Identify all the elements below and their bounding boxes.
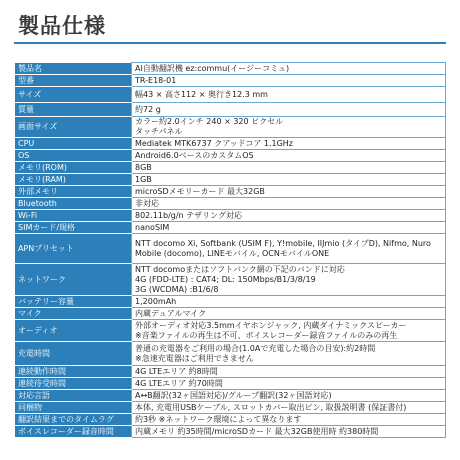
- spec-value-line: 幅43 × 高さ112 × 奥行き12.3 mm: [135, 89, 268, 99]
- spec-label: バッテリー容量: [15, 296, 132, 308]
- spec-value: [132, 63, 446, 75]
- spec-label: ネットワーク: [15, 264, 132, 296]
- spec-label: 外部メモリ: [15, 186, 132, 198]
- spec-value-line: 内蔵デュアルマイク: [135, 308, 207, 318]
- spec-value: [132, 222, 446, 234]
- spec-value-line: 3G (WCDMA) :B1/6/8: [135, 284, 219, 294]
- table-row: [15, 390, 446, 402]
- spec-value-line: 約72 g: [135, 104, 161, 114]
- spec-label: マイク: [15, 308, 132, 320]
- spec-label: 型番: [15, 75, 132, 87]
- table-row: [15, 138, 446, 150]
- spec-value-line: 802.11b/g/n テザリング対応: [135, 210, 242, 220]
- spec-value: [132, 234, 446, 264]
- spec-label: APNプリセット: [15, 234, 132, 264]
- spec-label: CPU: [15, 138, 132, 150]
- table-row: [15, 222, 446, 234]
- spec-value: [132, 402, 446, 414]
- table-row: [15, 264, 446, 296]
- spec-label: 翻訳結果までのタイムラグ: [15, 414, 132, 426]
- table-row: [15, 198, 446, 210]
- table-row: [15, 210, 446, 222]
- spec-value: [132, 342, 446, 366]
- spec-label: 連続動作時間: [15, 366, 132, 378]
- spec-value-line: Android6.0ベースのカスタムOS: [135, 150, 254, 160]
- spec-value-line: AI自動翻訳機 ez:commu(イージーコミュ): [135, 63, 290, 73]
- title-divider: [14, 42, 446, 44]
- spec-value: [132, 75, 446, 87]
- spec-label: メモリ(ROM): [15, 162, 132, 174]
- table-row: [15, 75, 446, 87]
- spec-value-line: nanoSIM: [135, 222, 170, 232]
- spec-value: [132, 103, 446, 117]
- table-row: [15, 162, 446, 174]
- table-row: [15, 186, 446, 198]
- spec-label: 同梱物: [15, 402, 132, 414]
- table-row: [15, 414, 446, 426]
- spec-value-line: ※音楽ファイルの再生は不可、ボイスレコーダー録音ファイルのみの再生: [135, 330, 398, 340]
- spec-value: [132, 414, 446, 426]
- table-row: [15, 103, 446, 117]
- spec-label: Wi-Fi: [15, 210, 132, 222]
- spec-table: [14, 62, 446, 438]
- spec-value: [132, 308, 446, 320]
- spec-label: 充電時間: [15, 342, 132, 366]
- spec-label: 製品名: [15, 63, 132, 75]
- page-title: 製品仕様: [18, 14, 106, 38]
- spec-value: [132, 138, 446, 150]
- spec-value-line: microSDメモリーカード 最大32GB: [135, 186, 265, 196]
- spec-label: ボイスレコーダー録音時間: [15, 426, 132, 438]
- spec-value: [132, 320, 446, 342]
- spec-value: [132, 198, 446, 210]
- spec-value: [132, 117, 446, 138]
- spec-value: [132, 378, 446, 390]
- spec-label: サイズ: [15, 87, 132, 103]
- spec-value: [132, 390, 446, 402]
- table-row: [15, 426, 446, 438]
- spec-value-line: 内蔵メモリ 約35時間/microSDカード 最大32GB使用時 約380時間: [135, 426, 379, 436]
- spec-value: [132, 87, 446, 103]
- table-row: [15, 308, 446, 320]
- spec-value-line: NTT docomo Xi, Softbank (USIM F), Y!mobile, IIJmio (タイプD), Nifmo, Nuro: [135, 238, 431, 248]
- spec-value-line: A↔B翻訳(32ヶ国語対応)/グループ翻訳(32ヶ国語対応): [135, 390, 332, 400]
- table-row: [15, 342, 446, 366]
- spec-label: 連続待受時間: [15, 378, 132, 390]
- table-row: [15, 320, 446, 342]
- spec-value-line: 1,200mAh: [135, 296, 177, 306]
- spec-value-line: 非対応: [135, 198, 159, 208]
- spec-value-line: Mediatek MTK6737 クアッドコア 1.1GHz: [135, 138, 293, 148]
- spec-value-line: 普通の充電器をご利用の場合(1.0Aで充電した場合の目安):約2時間: [135, 343, 376, 353]
- table-row: [15, 150, 446, 162]
- spec-value-line: NTT docomoまたはソフトバンク網の下記のバンドに対応: [135, 264, 345, 274]
- table-row: [15, 117, 446, 138]
- spec-value: [132, 186, 446, 198]
- spec-value-line: 4G LTEエリア 約8時間: [135, 366, 218, 376]
- spec-label: 画面サイズ: [15, 117, 132, 138]
- spec-value-line: 1GB: [135, 174, 152, 184]
- table-row: [15, 63, 446, 75]
- spec-label: オーディオ: [15, 320, 132, 342]
- table-row: [15, 366, 446, 378]
- spec-value-line: 8GB: [135, 162, 152, 172]
- spec-value: [132, 264, 446, 296]
- spec-value-line: 外部オーディオ対応3.5mmイヤホンジャック, 内蔵ダイナミックスピーカー: [135, 320, 407, 330]
- spec-value: [132, 366, 446, 378]
- spec-value-line: タッチパネル: [135, 127, 183, 136]
- table-row: [15, 174, 446, 186]
- spec-label: OS: [15, 150, 132, 162]
- spec-label: 質量: [15, 103, 132, 117]
- spec-value-line: ※急速充電器はご利用できません: [135, 353, 254, 363]
- spec-value: [132, 210, 446, 222]
- table-row: [15, 402, 446, 414]
- table-row: [15, 378, 446, 390]
- spec-label: SIMカード/規格: [15, 222, 132, 234]
- spec-value: [132, 174, 446, 186]
- spec-value-line: 4G LTEエリア 約70時間: [135, 378, 223, 388]
- spec-value: [132, 426, 446, 438]
- table-row: [15, 296, 446, 308]
- spec-label: 対応言語: [15, 390, 132, 402]
- table-row: [15, 87, 446, 103]
- spec-value-line: 本体, 充電用USBケーブル, スロットカバー取出ピン, 取扱説明書 (保証書付): [135, 402, 407, 412]
- spec-label: メモリ(RAM): [15, 174, 132, 186]
- table-row: [15, 234, 446, 264]
- spec-value-line: TR-E18-01: [135, 75, 177, 85]
- spec-value-line: 4G (FDD-LTE) : CAT4; DL: 150Mbps/B1/3/8/19: [135, 274, 316, 284]
- spec-label: Bluetooth: [15, 198, 132, 210]
- spec-value-line: 約3秒 ※ネットワーク環境によって異なります: [135, 414, 302, 424]
- spec-value: [132, 162, 446, 174]
- spec-value-line: カラー約2.0インチ 240 × 320 ピクセル: [135, 117, 284, 126]
- spec-value-line: Mobile (docomo), LINEモバイル, OCNモバイルONE: [135, 248, 330, 258]
- spec-value: [132, 296, 446, 308]
- spec-value: [132, 150, 446, 162]
